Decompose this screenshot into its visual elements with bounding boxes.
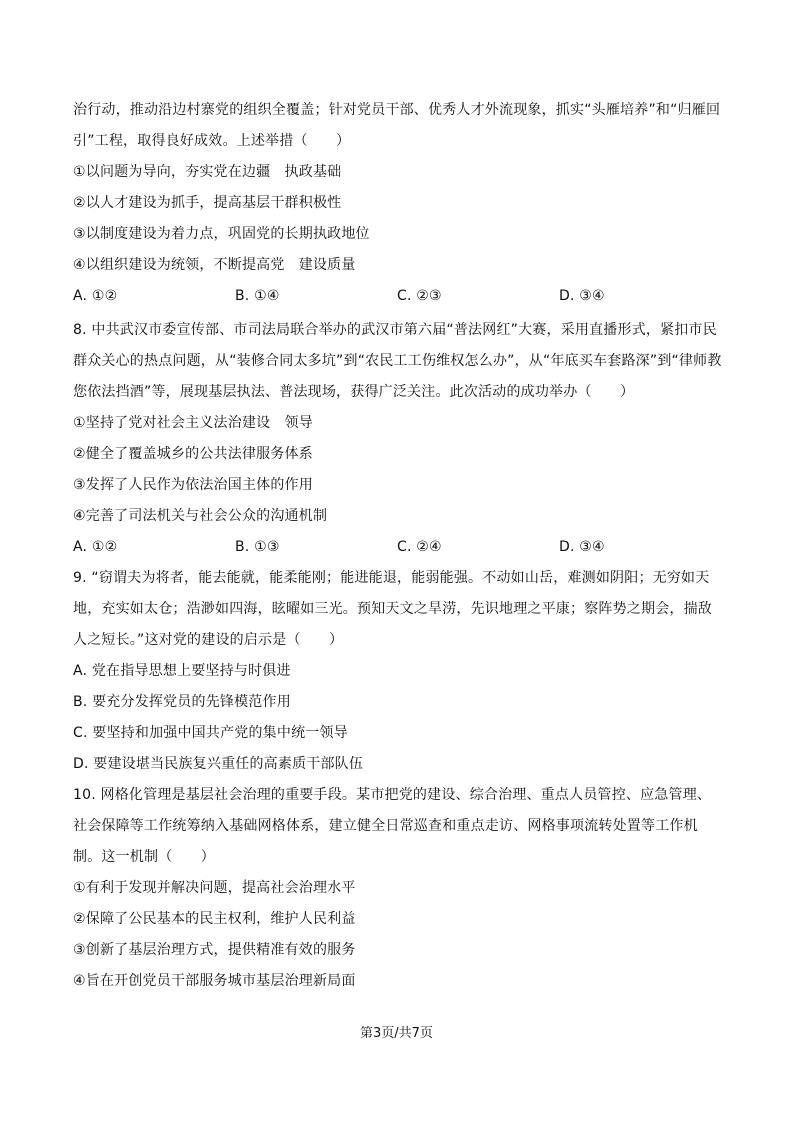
page-number: 第3页/共7页	[360, 1026, 433, 1041]
q8-choice-b: B. ①③	[235, 539, 280, 555]
q10-option-1: ①有利于发现并解决问题，提高社会治理水平	[73, 880, 356, 896]
q7-choice-b: B. ①④	[235, 288, 280, 304]
q8-option-1: ①坚持了党对社会主义法治建设 领导	[73, 415, 313, 431]
q10-option-3: ③创新了基层治理方式，提供精准有效的服务	[73, 942, 356, 958]
q8-option-2: ②健全了覆盖城乡的公共法律服务体系	[73, 446, 313, 462]
q7-choices	[73, 281, 723, 312]
q7-choice-c: C. ②③	[397, 288, 442, 304]
q8-choice-c: C. ②④	[397, 539, 442, 555]
page-content	[73, 95, 723, 997]
q7-option-4: ④以组织建设为统领，不断提高党 建设质量	[73, 257, 356, 273]
q9-option-c: C. 要坚持和加强中国共产党的集中统一领导	[73, 725, 348, 741]
q8-stem: 8. 中共武汉市委宣传部、市司法局联合举办的武汉市第六届“普法网红”大赛，采用直播形式，紧扣市民群众关心的热点问题，从“装修合同太多坑”到“农民工工伤维权怎么办”，从“年底买车套路深”到“律师教您依法挡酒”等，展现基层执法、普法现场，获得广泛关注。此次活动的成功举办（ ）	[73, 322, 722, 400]
q8-choices	[73, 532, 723, 563]
q8-choice-a: A. ①②	[73, 539, 118, 555]
q9-option-d: D. 要建设堪当民族复兴重任的高素质干部队伍	[73, 756, 364, 772]
q9-stem: 9. “窃谓夫为将者，能去能就，能柔能刚；能进能退，能弱能强。不动如山岳，难测如阴阳；无穷如天地，充实如太仓；浩渺如四海，眩曜如三光。预知天文之旱涝，先识地理之平康；察阵势之期会，揣敌人之短长。”这对党的建设的启示是（ ）	[73, 570, 712, 648]
q9-option-b: B. 要充分发挥党员的先锋模范作用	[73, 694, 291, 710]
q7-option-3: ③以制度建设为着力点，巩固党的长期执政地位	[73, 226, 370, 242]
q10-option-2: ②保障了公民基本的民主权利，维护人民利益	[73, 911, 356, 927]
q7-option-2: ②以人才建设为抓手，提高基层干群积极性	[73, 195, 342, 211]
q10-option-4: ④旨在开创党员干部服务城市基层治理新局面	[73, 973, 356, 989]
q7-choice-a: A. ①②	[73, 288, 118, 304]
q7-stem: 治行动，推动沿边村寨党的组织全覆盖；针对党员干部、优秀人才外流现象，抓实“头雁培养”和“归雁回引”工程，取得良好成效。上述举措（ ）	[73, 102, 721, 149]
q8-option-4: ④完善了司法机关与社会公众的沟通机制	[73, 508, 328, 524]
q8-choice-d: D. ③④	[559, 539, 605, 555]
q8-option-3: ③发挥了人民作为依法治国主体的作用	[73, 477, 313, 493]
q9-option-a: A. 党在指导思想上要坚持与时俱进	[73, 663, 291, 679]
q7-choice-d: D. ③④	[559, 288, 605, 304]
q7-option-1: ①以问题为导向，夯实党在边疆 执政基础	[73, 164, 342, 180]
q10-stem: 10. 网格化管理是基层社会治理的重要手段。某市把党的建设、综合治理、重点人员管控、应急管理、社会保障等工作统筹纳入基础网格体系，建立健全日常巡查和重点走访、网格事项流转处置等工作机制。这一机制（ ）	[73, 787, 712, 865]
